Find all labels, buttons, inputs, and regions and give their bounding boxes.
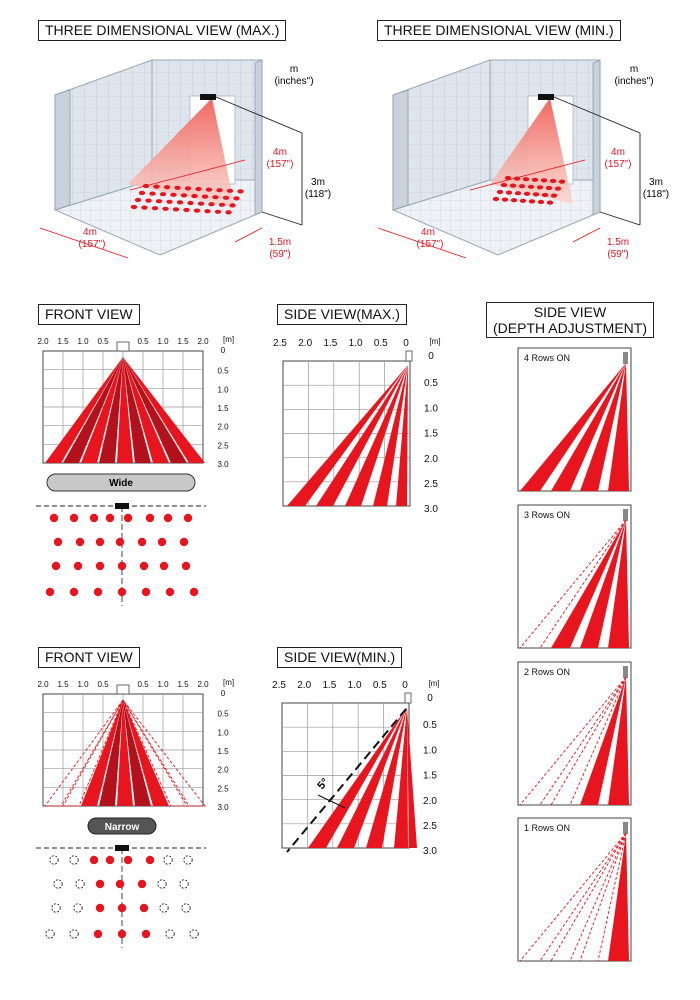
detection-dot-off xyxy=(52,904,60,912)
detection-dot xyxy=(96,538,104,546)
detection-dot xyxy=(142,930,150,938)
unit-sub-label: (inches") xyxy=(614,76,654,87)
detection-dot xyxy=(116,880,124,888)
right-tick-label: 2.5 xyxy=(423,821,437,832)
detection-dot xyxy=(493,197,499,201)
detection-dot xyxy=(124,514,132,522)
detection-dot xyxy=(182,562,190,570)
detection-dot xyxy=(520,199,526,203)
detection-dot-off xyxy=(160,904,168,912)
right-tick-label: 1.0 xyxy=(217,385,229,395)
detection-dot xyxy=(140,562,148,570)
detection-dot xyxy=(54,538,62,546)
right-tick-label: 0 xyxy=(220,689,226,698)
side-view-max xyxy=(273,337,441,515)
depth-panel xyxy=(518,505,631,648)
dim-height-base xyxy=(262,212,302,225)
room-3d-max xyxy=(40,60,331,260)
right-tick-label: 1.0 xyxy=(217,728,229,738)
wall-edge-left xyxy=(393,90,408,210)
detection-dot xyxy=(191,194,197,198)
top-tick-label: 1.5 xyxy=(322,680,337,691)
detection-dot xyxy=(146,856,154,864)
detection-dot xyxy=(551,194,557,198)
right-tick-label: 1.5 xyxy=(423,770,437,782)
detection-dot xyxy=(537,185,543,189)
axis-unit-label: [m] xyxy=(429,337,441,346)
detection-dot xyxy=(511,198,517,202)
detection-dot xyxy=(501,183,507,187)
right-tick-label: 2.5 xyxy=(217,784,229,794)
detection-dot xyxy=(233,196,239,200)
detection-dot-off xyxy=(46,930,54,938)
top-tick-label: 1.0 xyxy=(77,337,89,346)
detection-dot xyxy=(506,191,512,195)
sensor-marker xyxy=(623,666,628,678)
detection-dot xyxy=(146,514,154,522)
title-front-narrow: FRONT VIEW xyxy=(38,647,140,668)
detection-dot xyxy=(138,538,146,546)
detection-dot xyxy=(90,514,98,522)
detection-dot xyxy=(229,203,235,207)
top-tick-label: 0.5 xyxy=(373,338,388,349)
detection-dot xyxy=(118,588,126,596)
depth-m-label: 1.5m xyxy=(606,237,630,248)
detection-dot xyxy=(532,178,538,182)
detection-dot xyxy=(70,514,78,522)
wall-in-label: (157") xyxy=(266,159,294,170)
detection-dot-off xyxy=(166,930,174,938)
detection-dot xyxy=(141,206,147,210)
height-m-label: 3m xyxy=(649,177,663,188)
axis-unit-label: [m] xyxy=(428,679,440,688)
right-tick-label: 0.5 xyxy=(217,366,229,376)
detection-dot xyxy=(96,904,104,912)
top-tick-label: 1.5 xyxy=(57,680,69,689)
right-tick-label: 2.5 xyxy=(424,479,438,490)
detection-dot xyxy=(46,588,54,596)
right-tick-label: 3.0 xyxy=(217,460,229,469)
right-tick-label: 1.0 xyxy=(423,745,437,757)
detection-dot xyxy=(510,184,516,188)
detection-dot xyxy=(215,210,221,214)
detection-dot xyxy=(195,187,201,191)
detection-dot xyxy=(555,187,561,191)
detection-dot xyxy=(164,514,172,522)
detection-dot xyxy=(118,930,126,938)
detection-dot xyxy=(142,588,150,596)
detection-dot xyxy=(153,185,159,189)
detection-dot xyxy=(515,191,521,195)
right-tick-label: 0.5 xyxy=(217,709,229,719)
detection-dot-off xyxy=(184,856,192,864)
detection-dot-off xyxy=(50,856,58,864)
room-3d-min xyxy=(378,60,669,260)
detection-dot xyxy=(140,904,148,912)
detection-dot xyxy=(96,880,104,888)
top-tick-label: 2.5 xyxy=(272,680,286,691)
floor-pattern-narrow xyxy=(36,845,206,948)
detection-dot xyxy=(162,207,168,211)
wall-edge-left xyxy=(55,90,70,210)
detection-dot xyxy=(173,207,179,211)
detection-dot-off xyxy=(70,930,78,938)
wall-edge-right xyxy=(255,60,262,215)
detection-dot xyxy=(174,186,180,190)
right-tick-label: 0 xyxy=(220,346,226,355)
detection-dot xyxy=(181,193,187,197)
detection-dot xyxy=(190,588,198,596)
title-front-wide: FRONT VIEW xyxy=(38,304,140,325)
detection-dot xyxy=(237,189,243,193)
detection-dot xyxy=(550,179,556,183)
detection-dot-off xyxy=(180,880,188,888)
axis-unit-label: [m] xyxy=(223,335,235,344)
detection-dot xyxy=(519,184,525,188)
sensor-marker xyxy=(405,693,411,703)
detection-dot xyxy=(52,562,60,570)
detection-dot xyxy=(180,538,188,546)
detection-dot-off xyxy=(70,856,78,864)
detection-dot xyxy=(202,195,208,199)
right-tick-label: 0 xyxy=(428,351,434,362)
depth-panel-label: 2 Rows ON xyxy=(524,667,571,677)
detection-dot xyxy=(70,588,78,596)
detection-dot xyxy=(533,192,539,196)
detection-dot xyxy=(76,538,84,546)
right-tick-label: 2.0 xyxy=(217,422,229,432)
front-view-wide xyxy=(36,335,234,606)
depth-panel xyxy=(518,662,631,805)
detection-dot xyxy=(185,186,191,190)
detection-dot-off xyxy=(190,930,198,938)
right-tick-label: 1.5 xyxy=(424,428,438,440)
detection-dot xyxy=(208,202,214,206)
detection-dot xyxy=(219,203,225,207)
dim-depth xyxy=(235,228,262,242)
top-tick-label: 1.0 xyxy=(77,680,89,689)
detection-dot xyxy=(216,188,222,192)
depth-m-label: 1.5m xyxy=(268,237,292,248)
top-tick-label: 0.5 xyxy=(97,337,109,346)
top-tick-label: 2.0 xyxy=(297,680,312,691)
depth-panel-label: 1 Rows ON xyxy=(524,823,571,833)
width-m-label: 4m xyxy=(83,227,97,238)
top-tick-label: 0 xyxy=(403,338,409,349)
top-tick-label: 2.0 xyxy=(197,680,209,689)
depth-panel xyxy=(518,348,631,491)
detection-dot xyxy=(96,562,104,570)
top-tick-label: 1.0 xyxy=(157,337,169,346)
top-tick-label: 0.5 xyxy=(137,680,149,689)
detection-dot xyxy=(223,196,229,200)
detection-dot-off xyxy=(164,856,172,864)
detection-dot xyxy=(116,538,124,546)
mode-label-wide: Wide xyxy=(109,478,133,489)
detection-dot xyxy=(502,198,508,202)
depth-panel-label: 3 Rows ON xyxy=(524,510,571,520)
sensor-unit xyxy=(115,503,129,509)
detection-dot xyxy=(94,930,102,938)
detection-dot xyxy=(166,200,172,204)
wall-in-label: (157") xyxy=(604,159,632,170)
dim-depth xyxy=(573,228,600,242)
wall-edge-right xyxy=(593,60,600,215)
height-m-label: 3m xyxy=(311,177,325,188)
detection-dot xyxy=(139,191,145,195)
detection-dot xyxy=(90,856,98,864)
detection-dot xyxy=(538,200,544,204)
sensor-marker xyxy=(117,342,129,351)
height-in-label: (118") xyxy=(304,189,332,200)
detection-dot xyxy=(541,178,547,182)
detection-dot xyxy=(184,514,192,522)
dim-height-base xyxy=(600,212,640,225)
right-tick-label: 0 xyxy=(427,693,433,704)
detection-dot xyxy=(160,192,166,196)
detection-dot xyxy=(74,562,82,570)
detection-dot xyxy=(106,514,114,522)
detection-dot xyxy=(183,208,189,212)
detection-dot xyxy=(145,199,151,203)
top-tick-label: 2.0 xyxy=(37,337,49,346)
depth-panel xyxy=(518,818,631,961)
detection-dot xyxy=(124,856,132,864)
sensor-unit xyxy=(200,94,216,100)
detection-dot-off xyxy=(158,880,166,888)
detection-dot xyxy=(138,880,146,888)
title-side-depth-line2: (DEPTH ADJUSTMENT) xyxy=(493,320,647,336)
right-tick-label: 1.5 xyxy=(217,404,229,413)
side-view-min xyxy=(272,679,440,857)
detection-dot xyxy=(187,201,193,205)
height-in-label: (118") xyxy=(642,189,670,200)
detection-dot xyxy=(131,205,137,209)
top-tick-label: 0.5 xyxy=(137,337,149,346)
detection-dot xyxy=(546,186,552,190)
detection-dot xyxy=(547,201,553,205)
detection-dot xyxy=(152,206,158,210)
sensor-marker xyxy=(117,685,129,694)
detection-dot xyxy=(177,200,183,204)
detection-dot xyxy=(206,188,212,192)
detection-dot xyxy=(118,904,126,912)
top-tick-label: 0.5 xyxy=(372,680,387,691)
detection-dot xyxy=(166,588,174,596)
detection-dot xyxy=(212,195,218,199)
top-tick-label: 1.0 xyxy=(348,338,363,349)
detection-dot-off xyxy=(182,904,190,912)
right-tick-label: 3.0 xyxy=(217,803,229,812)
detection-dot xyxy=(118,562,126,570)
right-tick-label: 1.5 xyxy=(217,747,229,756)
detection-dot xyxy=(528,185,534,189)
detection-dot xyxy=(106,856,114,864)
top-tick-label: 1.0 xyxy=(347,680,362,691)
sensor-marker xyxy=(406,351,412,361)
depth-in-label: (59") xyxy=(269,249,291,260)
top-tick-label: 2.5 xyxy=(273,338,287,349)
right-tick-label: 3.0 xyxy=(424,504,438,516)
top-tick-label: 1.5 xyxy=(57,337,69,346)
right-tick-label: 3.0 xyxy=(423,846,437,858)
top-tick-label: 2.0 xyxy=(298,338,313,349)
wall-m-label: 4m xyxy=(273,147,287,158)
top-tick-label: 1.5 xyxy=(177,680,189,689)
detection-dot xyxy=(156,199,162,203)
detection-dot xyxy=(523,177,529,181)
right-tick-label: 0.5 xyxy=(424,378,438,390)
detection-dot xyxy=(198,202,204,206)
detection-dot xyxy=(559,180,565,184)
detection-dot-off xyxy=(74,904,82,912)
depth-panels xyxy=(518,348,631,961)
angle-label: 5° xyxy=(315,776,332,793)
title-side-depth-line1: SIDE VIEW xyxy=(533,304,607,320)
detection-dot xyxy=(529,199,535,203)
top-tick-label: 1.5 xyxy=(177,337,189,346)
unit-label: m xyxy=(289,64,299,75)
sensor-unit xyxy=(115,845,129,851)
top-tick-label: 1.0 xyxy=(157,680,169,689)
unit-label: m xyxy=(629,64,639,75)
depth-in-label: (59") xyxy=(607,249,629,260)
detection-dot xyxy=(542,193,548,197)
detection-dot-off xyxy=(54,880,62,888)
front-view-narrow xyxy=(36,678,234,948)
side-grid xyxy=(283,361,410,506)
top-tick-label: 0.5 xyxy=(97,680,109,689)
title-side-max: SIDE VIEW(MAX.) xyxy=(277,304,407,325)
right-tick-label: 2.0 xyxy=(217,765,229,775)
top-tick-label: 2.0 xyxy=(197,337,209,346)
mode-label-narrow: Narrow xyxy=(104,822,140,833)
sensor-marker xyxy=(623,352,628,364)
detection-dot xyxy=(524,192,530,196)
detection-dot xyxy=(135,198,141,202)
detection-dot-off xyxy=(76,880,84,888)
right-tick-label: 2.0 xyxy=(423,795,437,807)
right-tick-label: 2.0 xyxy=(424,453,438,465)
right-tick-label: 2.5 xyxy=(217,441,229,451)
right-tick-label: 1.0 xyxy=(424,403,438,415)
width-in-label: (157") xyxy=(78,239,106,250)
detection-dot xyxy=(50,514,58,522)
top-tick-label: 2.0 xyxy=(37,680,49,689)
unit-sub-label: (inches") xyxy=(274,76,314,87)
wall-m-label: 4m xyxy=(611,147,625,158)
detection-dot xyxy=(149,192,155,196)
sensor-marker xyxy=(623,509,628,521)
detection-dot xyxy=(94,588,102,596)
top-tick-label: 1.5 xyxy=(323,338,338,349)
detection-dot xyxy=(160,562,168,570)
detection-dot xyxy=(170,193,176,197)
sensor-marker xyxy=(623,822,628,834)
detection-dot xyxy=(225,210,231,214)
detection-dot xyxy=(204,209,210,213)
width-in-label: (157") xyxy=(416,239,444,250)
width-m-label: 4m xyxy=(421,227,435,238)
title-side-min: SIDE VIEW(MIN.) xyxy=(277,647,402,668)
top-tick-label: 0 xyxy=(402,680,408,691)
sensor-unit xyxy=(538,94,554,100)
right-tick-label: 0.5 xyxy=(423,720,437,732)
detection-dot xyxy=(497,190,503,194)
title-3d-min: THREE DIMENSIONAL VIEW (MIN.) xyxy=(377,20,621,41)
detection-dot xyxy=(227,189,233,193)
title-3d-max: THREE DIMENSIONAL VIEW (MAX.) xyxy=(38,20,286,41)
floor-pattern-wide xyxy=(36,503,206,606)
axis-unit-label: [m] xyxy=(223,678,235,687)
detection-dot xyxy=(164,185,170,189)
detection-dot xyxy=(194,209,200,213)
detection-dot xyxy=(158,538,166,546)
depth-panel-label: 4 Rows ON xyxy=(524,353,571,363)
